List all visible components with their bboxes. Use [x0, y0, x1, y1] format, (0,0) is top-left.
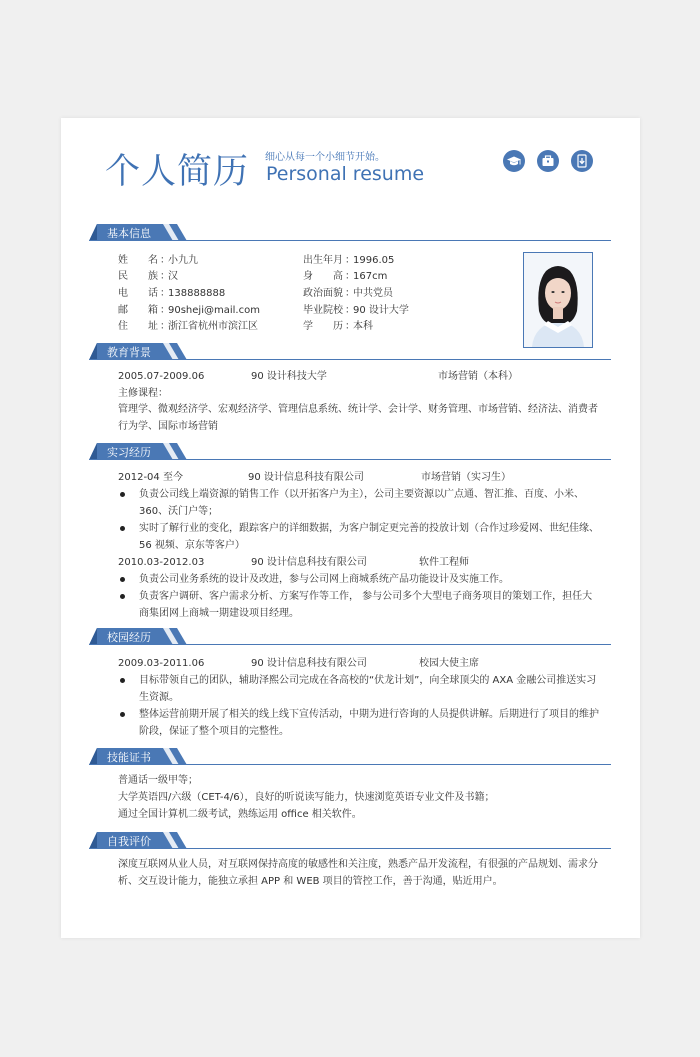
- colon: ：: [345, 255, 355, 266]
- bullet-dot: [120, 712, 125, 717]
- job-bullet: 实时了解行业的变化，跟踪客户的详细数据，为客户制定更完善的投放计划（合作过珍爱网、世纪佳缘、56 视频、京东等客户）: [139, 523, 599, 551]
- colon: ：: [160, 255, 170, 266]
- colon: ：: [160, 305, 170, 316]
- label-name-2: 名: [148, 255, 158, 266]
- colon: ：: [160, 271, 170, 282]
- section-divider: [89, 240, 611, 241]
- value-phone: 138888888: [168, 288, 226, 299]
- section-header-self: 自我评价: [89, 832, 189, 849]
- label-degree: 学 历: [303, 321, 343, 332]
- label-name-1: 姓: [118, 255, 128, 266]
- edu-major: 市场营销（本科）: [438, 371, 518, 382]
- section-divider: [89, 764, 611, 765]
- bullet-dot: [120, 678, 125, 683]
- colon: ：: [345, 288, 355, 299]
- campus-role: 校园大使主席: [419, 658, 479, 669]
- graduation-cap-icon: [503, 150, 525, 172]
- colon: ：: [160, 321, 170, 332]
- value-ethnic: 汉: [168, 271, 178, 282]
- label-email-1: 邮: [118, 305, 128, 316]
- label-school: 毕业院校: [303, 305, 343, 316]
- section-divider: [89, 848, 611, 849]
- bullet-dot: [120, 577, 125, 582]
- campus-date: 2009.03-2011.06: [118, 658, 205, 669]
- download-icon: [571, 150, 593, 172]
- section-header-basic: 基本信息: [89, 224, 189, 241]
- section-header-skills: 技能证书: [89, 748, 189, 765]
- campus-bullet: 目标带领自己的团队，辅助泽熙公司完成在各高校的“伏龙计划”，向全球顶尖的 AXA 金融公司推送实习生资源。: [139, 675, 597, 703]
- skill-item: 普通话一级甲等；: [118, 775, 198, 786]
- job-role: 市场营销（实习生）: [421, 472, 511, 483]
- label-phone-1: 电: [118, 288, 128, 299]
- section-divider: [89, 644, 611, 645]
- job-company: 90 设计信息科技有限公司: [248, 472, 364, 483]
- job-role: 软件工程师: [419, 557, 469, 568]
- section-divider: [89, 359, 611, 360]
- value-height: 167cm: [353, 271, 388, 282]
- label-political: 政治面貌: [303, 288, 343, 299]
- job-company: 90 设计信息科技有限公司: [251, 557, 367, 568]
- section-header-education: 教育背景: [89, 343, 189, 360]
- edu-courses: 管理学、微观经济学、宏观经济学、管理信息系统、统计学、会计学、财务管理、市场营销、经济法、消费者行为学、国际市场营销: [118, 404, 598, 432]
- job-bullet: 负责公司业务系统的设计及改进，参与公司网上商城系统产品功能设计及实施工作。: [139, 574, 509, 585]
- section-divider: [89, 459, 611, 460]
- label-height: 身 高: [303, 271, 343, 282]
- colon: ：: [345, 271, 355, 282]
- section-header-campus: 校园经历: [89, 628, 189, 645]
- skill-item: 大学英语四/六级（CET-4/6），良好的听说读写能力，快速浏览英语专业文件及书籍；: [118, 792, 495, 803]
- job-date: 2010.03-2012.03: [118, 557, 205, 568]
- colon: ：: [345, 305, 355, 316]
- campus-company: 90 设计信息科技有限公司: [251, 658, 367, 669]
- label-ethnic-2: 族: [148, 271, 158, 282]
- briefcase-icon: [537, 150, 559, 172]
- value-email: 90sheji@mail.com: [168, 305, 260, 316]
- bullet-dot: [120, 492, 125, 497]
- edu-courses-label: 主修课程：: [118, 388, 168, 399]
- value-name: 小九九: [168, 255, 198, 266]
- value-school: 90 设计大学: [353, 305, 409, 316]
- colon: ：: [345, 321, 355, 332]
- bullet-dot: [120, 594, 125, 599]
- label-phone-2: 话: [148, 288, 158, 299]
- label-birth: 出生年月: [303, 255, 343, 266]
- colon: ：: [160, 288, 170, 299]
- value-political: 中共党员: [353, 288, 393, 299]
- self-evaluation: 深度互联网从业人员，对互联网保持高度的敏感性和关注度，熟悉产品开发流程，有很强的产品规划、需求分析、交互设计能力，能独立承担 APP 和 WEB 项目的管控工作，善于沟通，贴近用户。: [118, 859, 598, 887]
- label-address-1: 住: [118, 321, 128, 332]
- value-address: 浙江省杭州市滨江区: [168, 321, 258, 332]
- resume-page: [61, 118, 640, 938]
- campus-bullet: 整体运营前期开展了相关的线上线下宣传活动，中期为进行咨询的人员提供讲解。后期进行了项目的维护阶段，保证了整个项目的完整性。: [139, 709, 599, 737]
- page-title: 个人简历: [105, 152, 250, 192]
- profile-photo: [523, 252, 593, 348]
- value-birth: 1996.05: [353, 255, 395, 266]
- job-bullet: 负责客户调研、客户需求分析、方案写作等工作， 参与公司多个大型电子商务项目的策划工作，担任大商集团网上商城一期建设项目经理。: [139, 591, 593, 619]
- label-address-2: 址: [148, 321, 158, 332]
- bullet-dot: [120, 526, 125, 531]
- edu-date: 2005.07-2009.06: [118, 371, 205, 382]
- job-bullet: 负责公司线上端资源的销售工作（以开拓客户为主），公司主要资源以广点通、智汇推、百度、小米、360、沃门户等；: [139, 489, 584, 517]
- label-email-2: 箱: [148, 305, 158, 316]
- section-header-internship: 实习经历: [89, 443, 189, 460]
- label-ethnic-1: 民: [118, 271, 128, 282]
- skill-item: 通过全国计算机二级考试，熟练运用 office 相关软件。: [118, 809, 362, 820]
- page-title-en: Personal resume: [266, 163, 425, 185]
- value-degree: 本科: [353, 321, 373, 332]
- edu-school: 90 设计科技大学: [251, 371, 327, 382]
- slogan: 细心从每一个小细节开始。: [265, 152, 385, 163]
- job-date: 2012-04 至今: [118, 472, 183, 483]
